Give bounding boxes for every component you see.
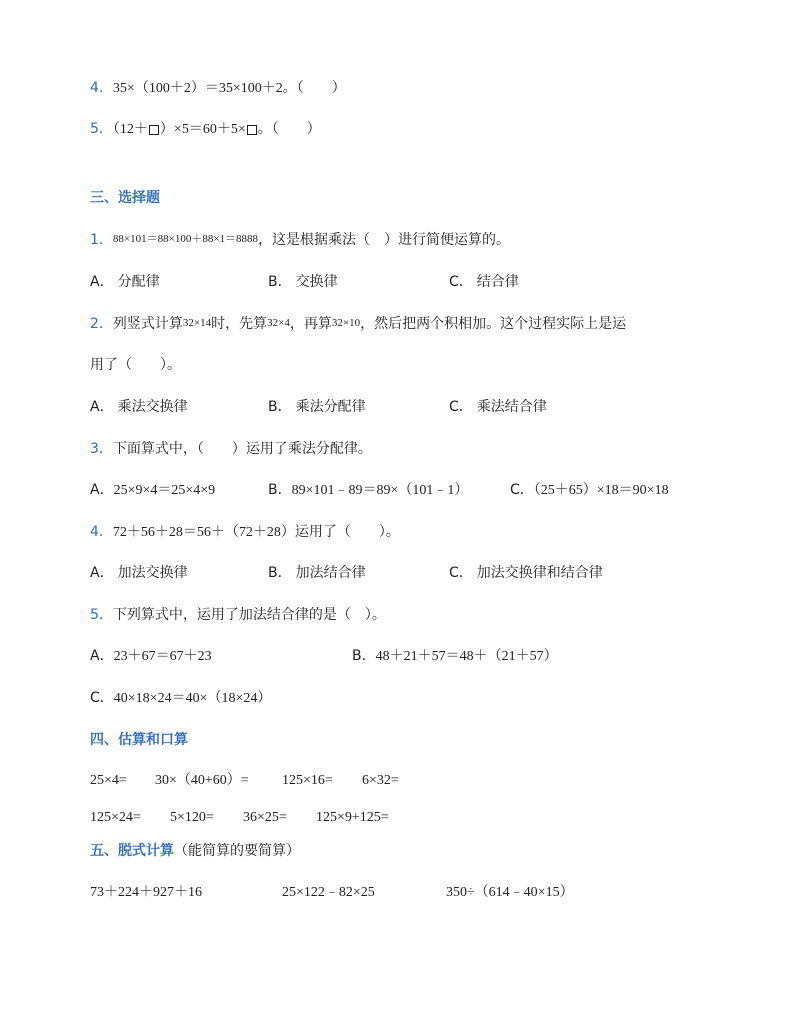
option-b[interactable]: B． 乘法分配律	[268, 399, 366, 415]
calc-item: 30×（40+60）=	[155, 773, 249, 788]
option-a[interactable]: A．25×9×4＝25×4×9	[90, 482, 216, 498]
option-a[interactable]: A． 加法交换律	[90, 565, 188, 581]
calc-item: 5×120=	[170, 810, 214, 825]
option-b[interactable]: B．89×101﹣89＝89×（101﹣1）	[268, 482, 469, 498]
option-c[interactable]: C． 结合律	[449, 274, 519, 290]
option-a[interactable]: A．23＋67＝67＋23	[90, 648, 212, 664]
calc-item: 6×32=	[362, 773, 399, 788]
option-a[interactable]: A． 分配律	[90, 274, 160, 290]
judge-item-4	[90, 78, 346, 99]
judge-item-5: 5．（12＋ ）×5＝60＋5× 。（ ）	[90, 121, 321, 137]
option-b[interactable]: B． 加法结合律	[268, 565, 366, 581]
question-expression: 88×101＝88×100＋88×1＝8888	[112, 233, 259, 245]
question-1: 1．88×101＝88×100＋88×1＝8888，这是根据乘法（ ）进行简便运算的。	[90, 232, 511, 248]
step-calc-item: 25×122﹣82×25	[282, 885, 375, 900]
calc-item: 25×4=	[90, 773, 127, 788]
step-calc-item: 73＋224＋927＋16	[90, 885, 202, 900]
section-title-mental-math: 四、估算和口算	[90, 732, 188, 748]
item-number: 4．	[90, 80, 113, 96]
blank-square-icon	[247, 125, 257, 135]
question-2: 2．列竖式计算32×14时，先算32×4，再算32×10，然后把两个积相加。这个过程实际上是运	[90, 316, 627, 332]
section-title-step-calc: 五、脱式计算（能简算的要简算）	[90, 843, 300, 859]
option-c[interactable]: C．（25＋65）×18＝90×18	[510, 482, 669, 498]
option-c[interactable]: C．40×18×24＝40×（18×24）	[90, 690, 272, 706]
step-calc-item: 350÷（614﹣40×15）	[446, 885, 574, 900]
option-b[interactable]: B． 交换律	[268, 274, 338, 290]
calc-item: 125×9+125=	[316, 810, 389, 825]
section-title-choice: 三、选择题	[90, 190, 160, 206]
question-2-line2: 用了（ ）。	[90, 357, 181, 373]
question-5: 5．下列算式中，运用了加法结合律的是（ ）。	[90, 607, 386, 623]
calc-item: 36×25=	[243, 810, 287, 825]
question-3: 3．下面算式中，（ ）运用了乘法分配律。	[90, 441, 372, 457]
option-c[interactable]: C． 乘法结合律	[449, 399, 547, 415]
option-c[interactable]: C． 加法交换律和结合律	[449, 565, 603, 581]
blank-square-icon	[149, 125, 159, 135]
calc-item: 125×24=	[90, 810, 141, 825]
item-expression: 35×（100＋2）＝35×100＋2。（ ）	[112, 81, 346, 96]
item-number: 5．	[90, 121, 113, 137]
section-subtitle: （能简算的要简算）	[174, 843, 300, 859]
question-4: 4．72＋56＋28＝56＋（72＋28）运用了（ ）。	[90, 524, 400, 540]
option-a[interactable]: A． 乘法交换律	[90, 399, 188, 415]
calc-item: 125×16=	[282, 773, 333, 788]
option-b[interactable]: B．48＋21＋57＝48＋（21＋57）	[352, 648, 558, 664]
